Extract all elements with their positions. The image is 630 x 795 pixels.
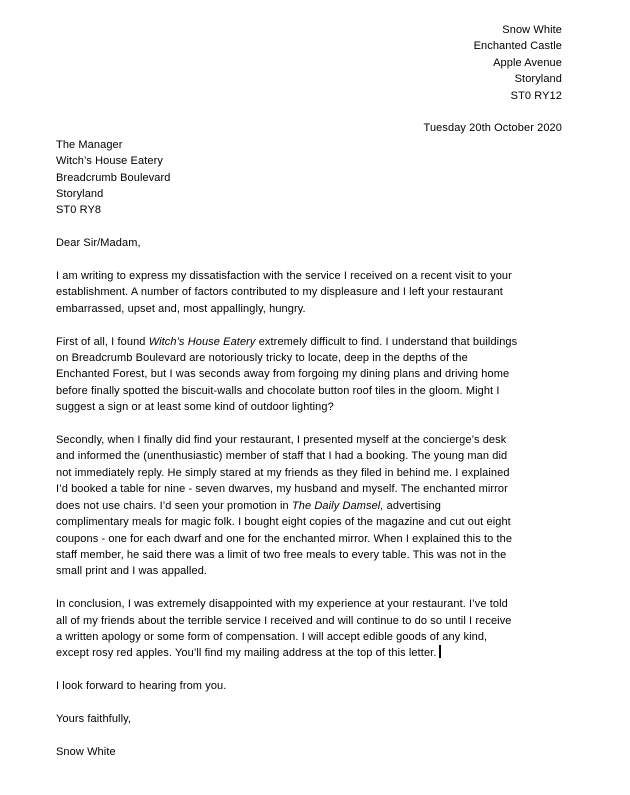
sender-address[interactable]: Snow White Enchanted Castle Apple Avenue Storyland ST0 RY12: [473, 24, 562, 102]
closing-line[interactable]: I look forward to hearing from you.: [56, 680, 227, 693]
text-cursor: [439, 645, 441, 658]
letter-date[interactable]: Tuesday 20th October 2020: [423, 122, 562, 135]
paragraph-finding-restaurant[interactable]: First of all, I found Witch’s House Eatery extremely difficult to find. I understand that buildings on Breadcrumb Boulevard are notoriously tricky to locate, deep in the depths of the Enchanted Forest, but I was seconds away from forgoing my dining plans and driving home before finally spotted the biscuit-walls and chocolate button roof tiles in the gloom. Might I suggest a sign or at least some kind of outdoor lighting?: [56, 335, 518, 414]
signature[interactable]: Snow White: [56, 745, 116, 758]
paragraph-concierge-and-coupons[interactable]: Secondly, when I finally did find your restaurant, I presented myself at the concierge’s desk and informed the (unenthusiastic) member of staff that I had a booking. The young man did not immediately reply. He simply stared at my friends as they filed in behind me. I explained I’d booked a table for nine - seven dwarves, my husband and myself. The enchanted mirror does not use chairs. I’d seen your promotion in The Daily Damsel, advertising complimentary meals for magic folk. I bought eight copies of the magazine and cut out eight coupons - one for each dwarf and one for the enchanted mirror. When I explained this to the staff member, he said there was a limit of two free meals to every table. This was not in the small print and I was appalled.: [56, 434, 513, 578]
paragraph-conclusion[interactable]: In conclusion, I was extremely disappointed with my experience at your restaurant. I’ve told all of my friends about the terrible service I received and will continue to do so until I receive a written apology or some form of compensation. I will accept edible goods of any kind, except rosy red apples. You’ll find my mailing address at the top of this letter.: [56, 598, 512, 660]
paragraph-introduction[interactable]: I am writing to express my dissatisfaction with the service I received on a recent visit to your establishment. A number of factors contributed to my displeasure and I left your restaurant embarrassed, upset and, most appallingly, hungry.: [56, 270, 512, 315]
recipient-address[interactable]: The Manager Witch’s House Eatery Breadcrumb Boulevard Storyland ST0 RY8: [56, 138, 171, 217]
valediction[interactable]: Yours faithfully,: [56, 712, 132, 725]
salutation[interactable]: Dear Sir/Madam,: [56, 237, 141, 250]
